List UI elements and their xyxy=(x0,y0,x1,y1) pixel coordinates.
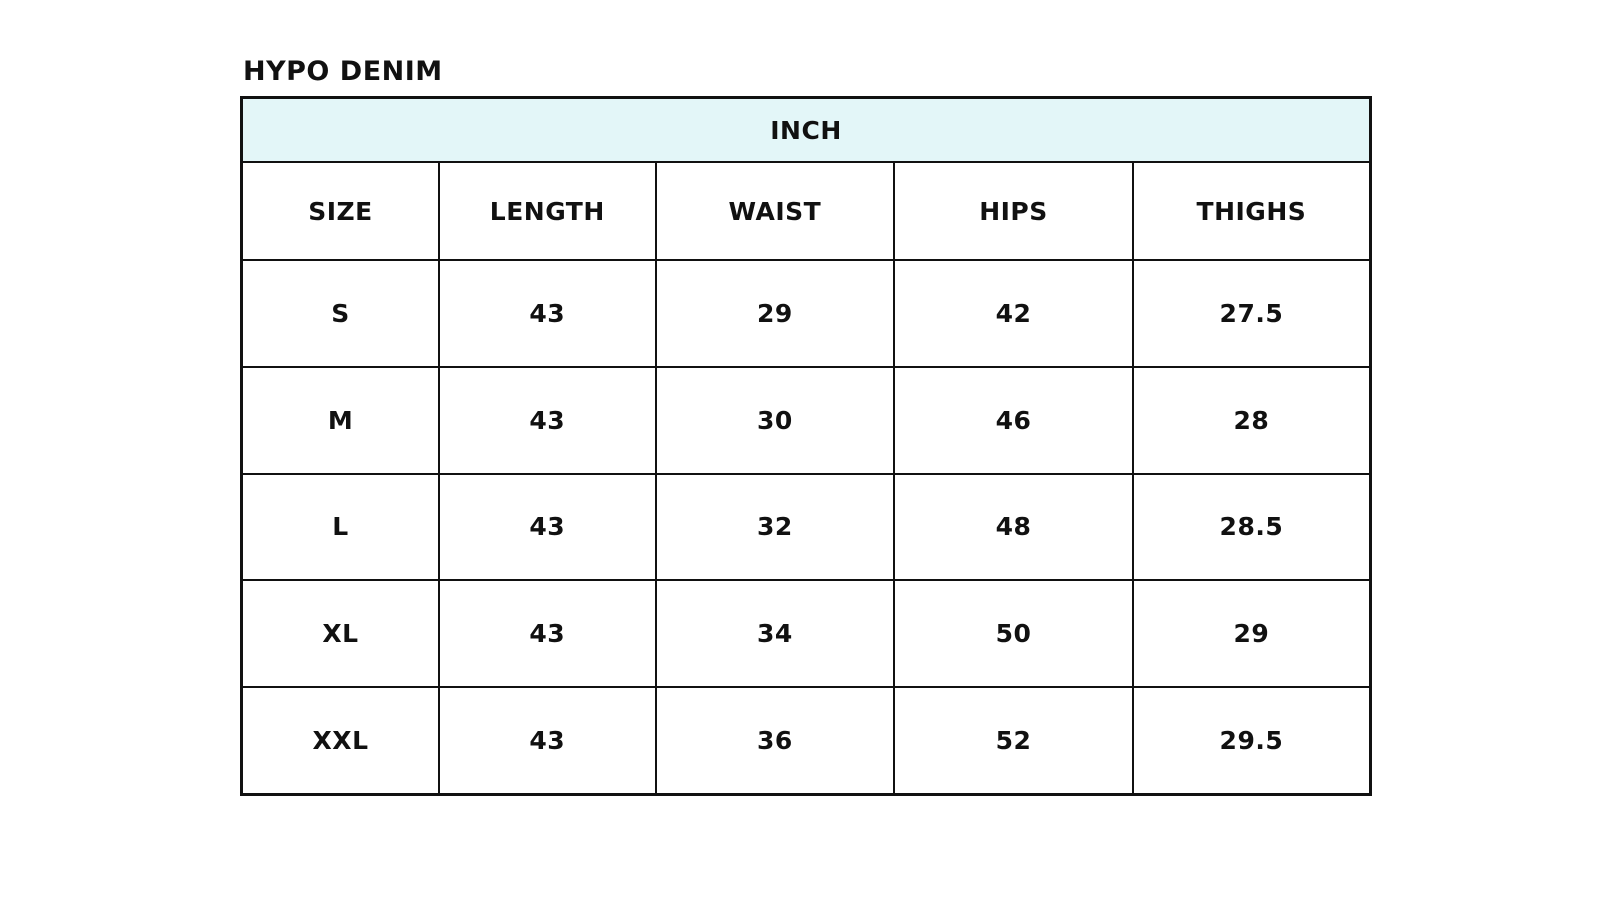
length-cell: 43 xyxy=(439,474,656,581)
table-row xyxy=(242,474,1371,581)
table-row xyxy=(242,580,1371,687)
column-header-hips: HIPS xyxy=(894,162,1133,260)
size-cell: L xyxy=(242,474,440,581)
hips-cell: 48 xyxy=(894,474,1133,581)
waist-cell: 30 xyxy=(656,367,895,474)
hips-cell: 52 xyxy=(894,687,1133,794)
column-header-thighs: THIGHS xyxy=(1133,162,1371,260)
size-cell: XL xyxy=(242,580,440,687)
thighs-cell: 28.5 xyxy=(1133,474,1371,581)
thighs-cell: 28 xyxy=(1133,367,1371,474)
waist-cell: 29 xyxy=(656,260,895,367)
size-cell: M xyxy=(242,367,440,474)
column-header-waist: WAIST xyxy=(656,162,895,260)
table-row xyxy=(242,260,1371,367)
column-header-row xyxy=(242,162,1371,260)
unit-header-row xyxy=(242,98,1371,163)
column-header-length: LENGTH xyxy=(439,162,656,260)
thighs-cell: 29.5 xyxy=(1133,687,1371,794)
size-cell: S xyxy=(242,260,440,367)
size-chart-table xyxy=(240,96,1372,796)
table-row xyxy=(242,367,1371,474)
hips-cell: 50 xyxy=(894,580,1133,687)
hips-cell: 42 xyxy=(894,260,1133,367)
hips-cell: 46 xyxy=(894,367,1133,474)
thighs-cell: 27.5 xyxy=(1133,260,1371,367)
length-cell: 43 xyxy=(439,367,656,474)
unit-label: INCH xyxy=(242,98,1371,163)
size-cell: XXL xyxy=(242,687,440,794)
waist-cell: 34 xyxy=(656,580,895,687)
waist-cell: 36 xyxy=(656,687,895,794)
length-cell: 43 xyxy=(439,260,656,367)
length-cell: 43 xyxy=(439,580,656,687)
brand-title: HYPO DENIM xyxy=(243,56,443,87)
length-cell: 43 xyxy=(439,687,656,794)
thighs-cell: 29 xyxy=(1133,580,1371,687)
table-row xyxy=(242,687,1371,794)
column-header-size: SIZE xyxy=(242,162,440,260)
waist-cell: 32 xyxy=(656,474,895,581)
